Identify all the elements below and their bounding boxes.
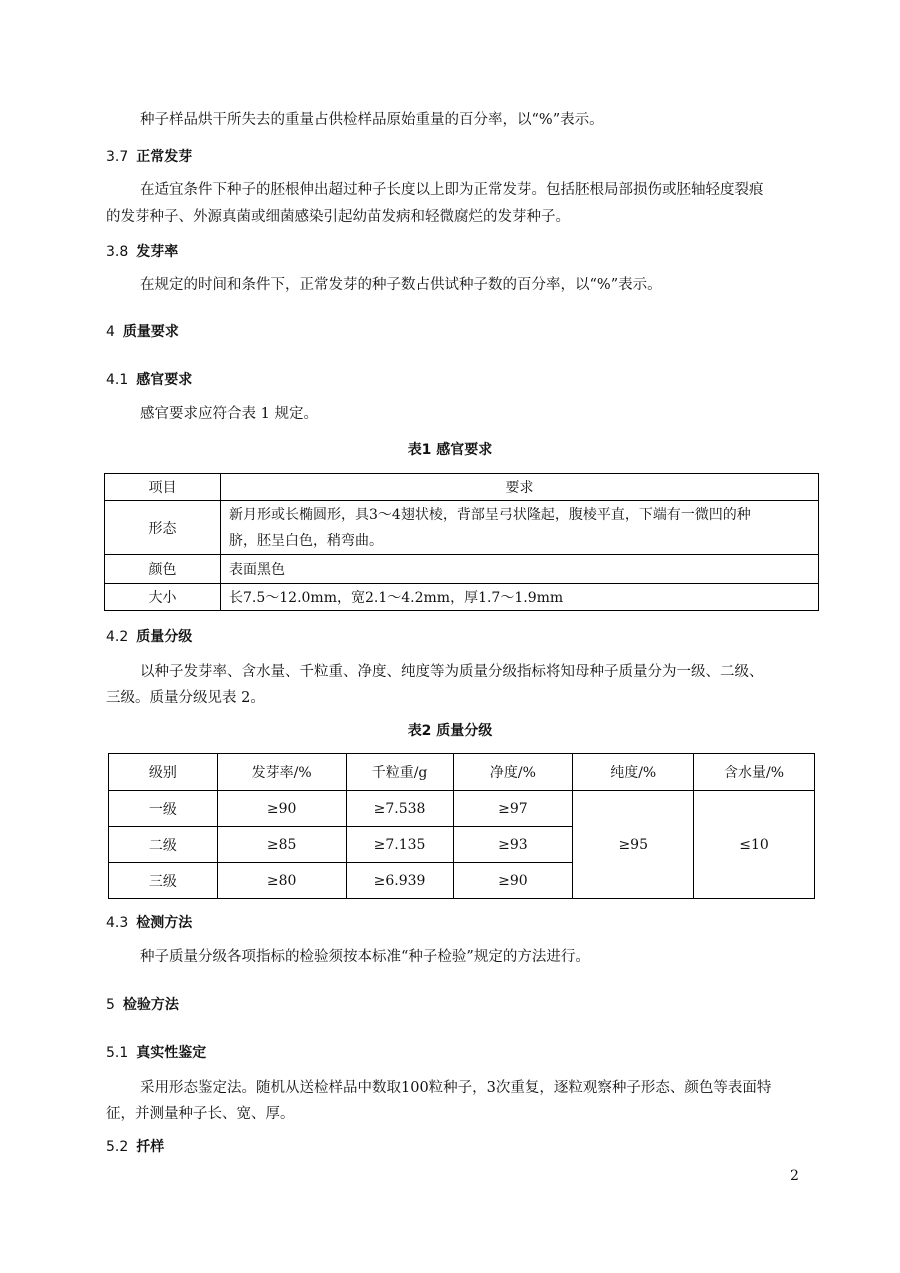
table-header-row (109, 754, 815, 791)
table-cell-requirement (221, 501, 819, 555)
table-cell-moisture: ≤10 (694, 791, 815, 899)
section-number: 5.1 (106, 1045, 129, 1061)
table-header-cell: 发芽率/% (217, 754, 346, 791)
table2-caption: 表2 质量分级 (407, 723, 493, 739)
section-4-heading (106, 322, 179, 342)
table-header-cell: 含水量/% (694, 754, 815, 791)
section-number: 4 (106, 324, 115, 340)
paragraph-authenticity-line2: 征，并测量种子长、宽、厚。 (106, 1106, 295, 1122)
cell-line: 新月形或长椭圆形，具3～4翅状棱，背部呈弓状隆起，腹棱平直，下端有一微凹的种 (229, 506, 751, 523)
table1-sensory (104, 473, 819, 611)
section-5-heading (106, 995, 179, 1015)
paragraph-sensory: 感官要求应符合表 1 规定。 (140, 406, 318, 422)
table-header-cell: 级别 (109, 754, 218, 791)
section-number: 4.3 (106, 915, 129, 931)
table-cell: ≥6.939 (346, 863, 453, 899)
section-4-3-heading (106, 913, 192, 933)
table-cell: ≥90 (453, 863, 573, 899)
paragraph-weight-loss: 种子样品烘干所失去的重量占供检样品原始重量的百分率，以“%”表示。 (140, 112, 604, 128)
table-header-row (105, 474, 819, 501)
section-title: 感官要求 (136, 372, 193, 388)
section-number: 3.8 (106, 244, 129, 260)
table-header-cell: 千粒重/g (346, 754, 453, 791)
section-number: 4.1 (106, 372, 129, 388)
paragraph-authenticity-line1: 采用形态鉴定法。随机从送检样品中数取100粒种子，3次重复，逐粒观察种子形态、颜色等表面特 (140, 1080, 772, 1096)
table-cell: ≥93 (453, 827, 573, 863)
section-title: 质量要求 (122, 324, 179, 340)
table-cell: ≥7.135 (346, 827, 453, 863)
section-number: 5.2 (106, 1139, 129, 1155)
table-row (105, 584, 819, 611)
paragraph-grade-line1: 以种子发芽率、含水量、千粒重、净度、纯度等为质量分级指标将知母种子质量分为一级、二级、 (140, 664, 764, 680)
table-cell-requirement: 表面黑色 (221, 555, 819, 584)
table-header-cell: 要求 (221, 474, 819, 501)
paragraph-germination-rate: 在规定的时间和条件下，正常发芽的种子数占供试种子数的百分率，以“%”表示。 (140, 277, 662, 293)
section-5-1-heading (106, 1043, 206, 1063)
section-number: 4.2 (106, 629, 129, 645)
section-title: 扦样 (136, 1139, 165, 1155)
table-row (105, 555, 819, 584)
section-3-7-heading (106, 147, 192, 167)
table2-quality-grade (108, 753, 815, 899)
table-header-cell: 项目 (105, 474, 221, 501)
table-header-cell: 净度/% (453, 754, 573, 791)
table1-caption: 表1 感官要求 (407, 442, 493, 458)
page-number: 2 (790, 1168, 799, 1184)
table-cell-requirement: 长7.5～12.0mm，宽2.1～4.2mm，厚1.7～1.9mm (221, 584, 819, 611)
paragraph-method: 种子质量分级各项指标的检验须按本标准“种子检验”规定的方法进行。 (140, 949, 590, 965)
section-title: 质量分级 (136, 629, 193, 645)
section-title: 发芽率 (136, 244, 179, 260)
table-cell: ≥90 (217, 791, 346, 827)
paragraph-normal-line2: 的发芽种子、外源真菌或细菌感染引起幼苗发病和轻微腐烂的发芽种子。 (106, 209, 570, 225)
section-title: 真实性鉴定 (136, 1045, 207, 1061)
paragraph-grade-line2: 三级。质量分级见表 2。 (106, 690, 265, 706)
section-number: 3.7 (106, 149, 129, 165)
paragraph-normal-line1: 在适宜条件下种子的胚根伸出超过种子长度以上即为正常发芽。包括胚根局部损伤或胚轴轻度裂痕 (140, 182, 764, 198)
table-cell: ≥85 (217, 827, 346, 863)
table-cell-purity: ≥95 (573, 791, 694, 899)
section-4-2-heading (106, 627, 192, 647)
table-row (109, 791, 815, 827)
table-cell: ≥80 (217, 863, 346, 899)
section-5-2-heading (106, 1137, 164, 1157)
section-3-8-heading (106, 242, 178, 262)
table-row (105, 501, 819, 555)
table-cell: 一级 (109, 791, 218, 827)
section-title: 检验方法 (122, 997, 179, 1013)
section-title: 检测方法 (136, 915, 193, 931)
section-4-1-heading (106, 370, 192, 390)
table-cell-item: 形态 (105, 501, 221, 555)
table-header-cell: 纯度/% (573, 754, 694, 791)
table-cell-item: 大小 (105, 584, 221, 611)
section-number: 5 (106, 997, 115, 1013)
table-cell-item: 颜色 (105, 555, 221, 584)
section-title: 正常发芽 (136, 149, 193, 165)
cell-line: 脐，胚呈白色，稍弯曲。 (229, 532, 383, 549)
table-cell: 二级 (109, 827, 218, 863)
table-cell: 三级 (109, 863, 218, 899)
table-cell: ≥7.538 (346, 791, 453, 827)
table-cell: ≥97 (453, 791, 573, 827)
